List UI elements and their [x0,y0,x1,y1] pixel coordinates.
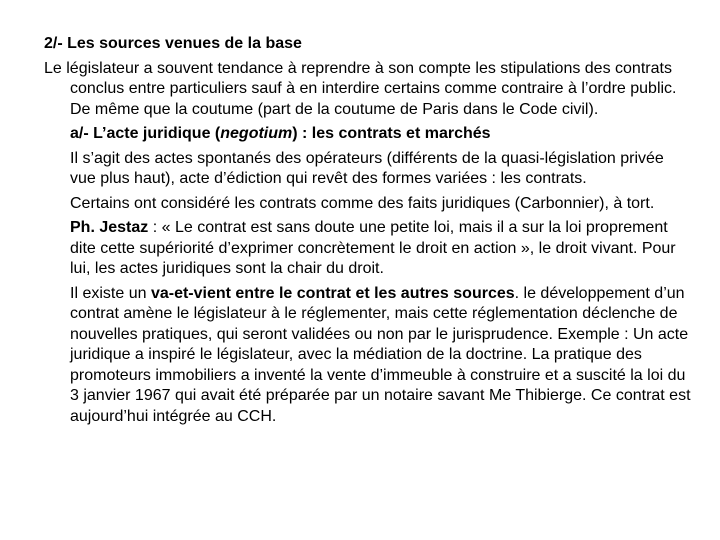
va-et-vient-before: Il existe un [70,284,151,302]
va-et-vient-bold: va-et-vient entre le contrat et les autres sources [150,284,515,302]
subsection-heading-italic: negotium [220,125,293,142]
subsection-heading-suffix: ) : les contrats et marchés [292,125,491,142]
subsection-heading-prefix: a/- L’acte juridique ( [70,125,221,142]
paragraph-actes-spontanes: Il s’agit des actes spontanés des opérateurs (différents de la quasi-législation privée vue plus haut), acte d’édiction qui revêt des formes variées : les contrats. [70,149,664,187]
author-name: Ph. Jestaz [70,219,149,236]
paragraph-faits-juridiques: Certains ont considéré les contrats comme des faits juridiques (Carbonnier), à tort. [70,194,655,212]
quote-text: : « Le contrat est sans doute une petite loi, mais il a sur la loi proprement dite cette supériorité d’exprimer concrètement le droit en action », le droit vivant. Pour lui, les actes juridiques sont la chair du droit. [70,219,676,277]
paragraph-jestaz-quote [70,218,694,280]
slide-content [44,34,694,431]
section-heading: 2/- Les sources venues de la base [44,35,302,52]
intro-paragraph: Le législateur a souvent tendance à reprendre à son compte les stipulations des contrats conclus entre particuliers sauf à en interdire certains comme contraire à l’ordre public. De même que la coutume (part de la coutume de Paris dans le Code civil). [44,59,677,118]
subsection-heading [70,124,694,145]
va-et-vient-after: . le développement d’un contrat amène le législateur à le réglementer, mais cette réglementation déclenche de nouvelles pratiques, qui seront validées ou non par le jurisprudence. Exemple : Un acte juridique a inspiré le législateur, avec la médiation de la doctrine. La pratique des promoteurs immobiliers a inventé la vente d’immeuble à construire et a suscité la loi du 3 janvier 1967 qui avait été préparée par un notaire savant Me Thibierge. Ce contrat est aujourd’hui intégrée au CCH. [70,284,691,425]
paragraph-va-et-vient [70,284,694,428]
